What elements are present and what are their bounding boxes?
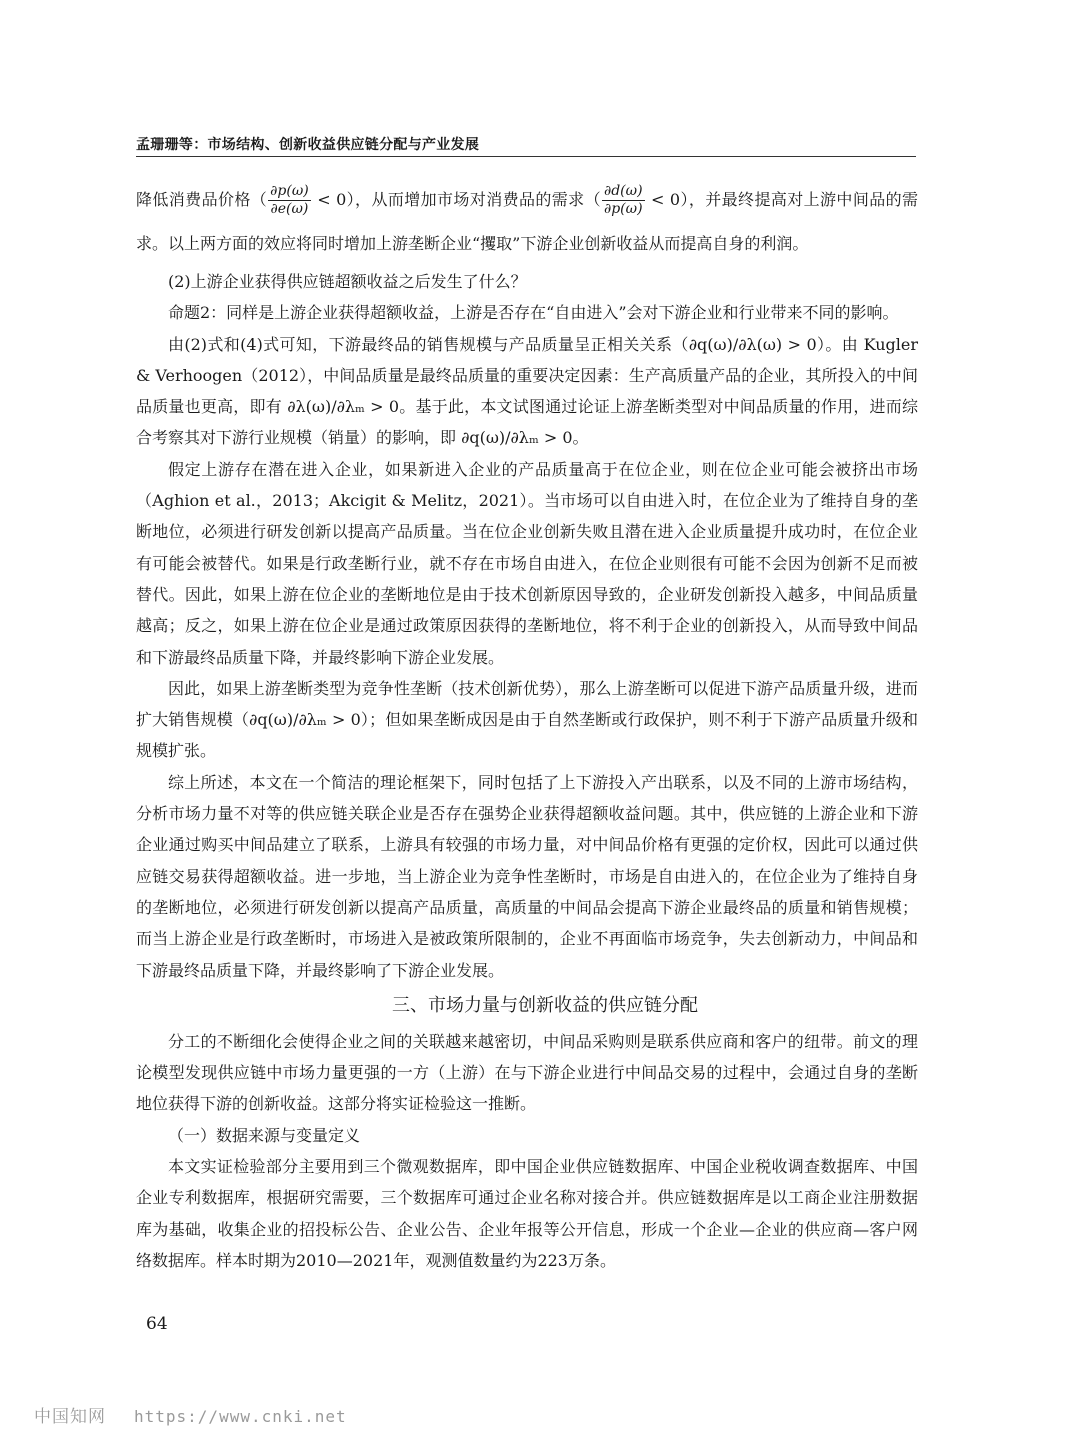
watermark-url[interactable]: https://www.cnki.net <box>134 1407 347 1426</box>
cnki-watermark <box>34 1402 347 1427</box>
running-header: 孟珊珊等：市场结构、创新收益供应链分配与产业发展 <box>136 137 480 153</box>
paragraph-1-text-b: < 0），从而增加市场对消费品的需求（ <box>311 190 601 209</box>
section-title: 三、市场力量与创新收益的供应链分配 <box>392 994 698 1016</box>
page-number: 64 <box>146 1314 168 1334</box>
paragraph-quality-relation: 由(2)式和(4)式可知，下游最终品的销售规模与产品质量呈正相关关系（∂q(ω)/∂λ(ω) > 0）。由 Kugler & Verhoogen（2012），中间品质量是最终品质量的重要决定因素：生产高质量产品的企业，其所投入的中间品质量也更高，即有 ∂λ(ω)/∂λₘ > 0。基于此，本文试图通过论证上游垄断类型对中间品质量的作用，进而综合考察其对下游行业规模（销量）的影响，即 ∂q(ω)/∂λₘ > 0。 <box>136 334 918 448</box>
paragraph-1-text-a: 降低消费品价格（ <box>136 190 268 209</box>
fraction-numerator: ∂p(ω) <box>270 183 309 199</box>
paragraph-1-text-c: < 0），并最终提高对上游中间品的需求。以上两方面的效应将同时增加上游垄断企业“攫取”下游企业创新收益从而提高自身的利润。 <box>136 190 918 253</box>
fraction-numerator: ∂d(ω) <box>603 183 643 199</box>
fraction-dp-de <box>268 183 311 218</box>
subsection-title: （一）数据来源与变量定义 <box>168 1125 361 1145</box>
paragraph-summary: 综上所述，本文在一个简洁的理论框架下，同时包括了上下游投入产出联系，以及不同的上游市场结构，分析市场力量不对等的供应链关联企业是否存在强势企业获得超额收益问题。其中，供应链的上游企业和下游企业通过购买中间品建立了联系，上游具有较强的市场力量，对中间品价格有更强的定价权，因此可以通过供应链交易获得超额收益。进一步地，当上游企业为竞争性垄断时，市场是自由进入的，在位企业为了维持自身的垄断地位，必须进行研发创新以提高产品质量，高质量的中间品会提高下游企业最终品的质量和销售规模；而当上游企业是行政垄断时，市场进入是被政策所限制的，企业不再面临市场竞争，失去创新动力，中间品和下游最终品质量下降，并最终影响了下游企业发展。 <box>136 772 918 980</box>
paragraph-1 <box>136 178 918 266</box>
header-rule <box>136 156 916 157</box>
paragraph-question: (2)上游企业获得供应链超额收益之后发生了什么？ <box>168 272 527 291</box>
paragraph-monopoly-type: 因此，如果上游垄断类型为竞争性垄断（技术创新优势），那么上游垄断可以促进下游产品质量升级，进而扩大销售规模（∂q(ω)/∂λₘ > 0）；但如果垄断成因是由于自然垄断或行政保护，则不利于下游产品质量升级和规模扩张。 <box>136 678 918 761</box>
fraction-denominator: ∂p(ω) <box>603 201 643 217</box>
paragraph-data-source: 本文实证检验部分主要用到三个微观数据库，即中国企业供应链数据库、中国企业税收调查数据库、中国企业专利数据库，根据研究需要，三个数据库可通过企业名称对接合并。供应链数据库是以工商企业注册数据库为基础，收集企业的招投标公告、企业公告、企业年报等公开信息，形成一个企业—企业的供应商—客户网络数据库。样本时期为2010—2021年，观测值数量约为223万条。 <box>136 1157 918 1270</box>
paragraph-entry-assumption: 假定上游存在潜在进入企业，如果新进入企业的产品质量高于在位企业，则在位企业可能会被挤出市场（Aghion et al.，2013；Akcigit & Melitz，2021）。当市场可以自由进入时，在位企业为了维持自身的垄断地位，必须进行研发创新以提高产品质量。当在位企业创新失败且潜在进入企业质量提升成功时，在位企业有可能会被替代。如果是行政垄断行业，就不存在市场自由进入，在位企业则很有可能不会因为创新不足而被替代。因此，如果上游在位企业的垄断地位是由于技术创新原因导致的，企业研发创新投入越多，中间品质量越高；反之，如果上游在位企业是通过政策原因获得的垄断地位，将不利于企业的创新投入，从而导致中间品和下游最终品质量下降，并最终影响下游企业发展。 <box>136 459 918 667</box>
paragraph-section-intro: 分工的不断细化会使得企业之间的关联越来越密切，中间品采购则是联系供应商和客户的纽带。前文的理论模型发现供应链中市场力量更强的一方（上游）在与下游企业进行中间品交易的过程中，会通过自身的垄断地位获得下游的创新收益。这部分将实证检验这一推断。 <box>136 1031 918 1114</box>
article-body <box>136 178 918 1276</box>
paragraph-proposition-2: 命题2：同样是上游企业获得超额收益，上游是否存在“自由进入”会对下游企业和行业带来不同的影响。 <box>168 303 899 323</box>
watermark-name: 中国知网 <box>34 1407 106 1427</box>
fraction-dd-dp <box>602 183 645 218</box>
fraction-denominator: ∂e(ω) <box>270 201 309 217</box>
